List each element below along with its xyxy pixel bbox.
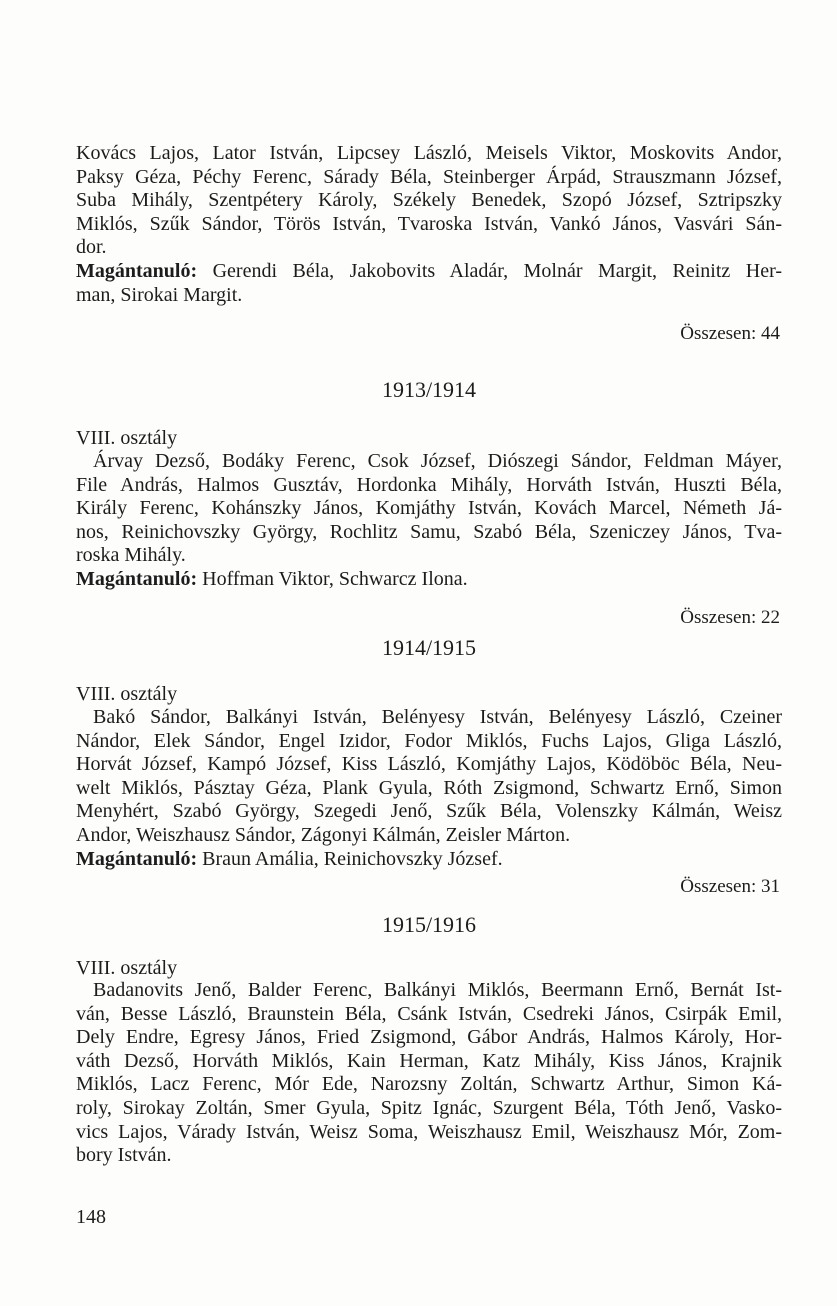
class-title: VIII. osztály: [76, 957, 178, 979]
private-students-label: Magántanuló:: [76, 259, 198, 282]
text-line: ván, Besse László, Braunstein Béla, Csánk István, Csedreki János, Csirpák Emil,: [76, 1002, 782, 1025]
text-line: nos, Reinichovszky György, Rochlitz Samu, Szabó Béla, Szeniczey János, Tva-: [76, 520, 782, 543]
total-count: Összesen: 44: [680, 323, 780, 344]
text-line: Kovács Lajos, Lator István, Lipcsey László, Meisels Viktor, Moskovits Andor,: [76, 142, 782, 164]
text-line: Suba Mihály, Szentpétery Károly, Székely Benedek, Szopó József, Sztripszky: [76, 189, 782, 212]
class-title: VIII. osztály: [76, 427, 178, 449]
student-list: [76, 979, 782, 1168]
student-list: [76, 706, 782, 871]
text-line: Király Ferenc, Kohánszky János, Komjáthy István, Kovách Marcel, Németh Já-: [76, 497, 782, 520]
text-line: Paksy Géza, Péchy Ferenc, Sárady Béla, Steinberger Árpád, Strauszmann József,: [76, 165, 782, 188]
text-line: bory István.: [76, 1144, 172, 1167]
private-students-line: [76, 568, 782, 592]
text-line: Nándor, Elek Sándor, Engel Izidor, Fodor Miklós, Fuchs Lajos, Gliga László,: [76, 729, 782, 752]
text-line: vics Lajos, Várady István, Weisz Soma, Weiszhausz Emil, Weiszhausz Mór, Zom-: [76, 1120, 782, 1143]
text-line: welt Miklós, Pásztay Géza, Plank Gyula, Róth Zsigmond, Schwartz Ernő, Simon: [76, 776, 782, 799]
total-count: Összesen: 22: [680, 607, 780, 628]
text-line: roly, Sirokay Zoltán, Smer Gyula, Spitz Ignác, Szurgent Béla, Tóth Jenő, Vasko-: [76, 1096, 782, 1119]
text-line: Horvát József, Kampó József, Kiss László, Komjáthy Lajos, Ködöböc Béla, Neu-: [76, 753, 782, 776]
private-students-line: [76, 260, 782, 284]
total-count: Összesen: 31: [680, 876, 780, 897]
private-students-names: Gerendi Béla, Jakobovits Aladár, Molnár Margit, Reinitz Her-: [212, 259, 783, 282]
page-number: 148: [76, 1206, 106, 1228]
text-line: Dely Endre, Egresy János, Fried Zsigmond, Gábor András, Halmos Károly, Hor-: [76, 1026, 782, 1049]
student-list-continued: [76, 142, 782, 307]
private-students-line: [76, 848, 782, 872]
text-line: File András, Halmos Gusztáv, Hordonka Mihály, Horváth István, Huszti Béla,: [76, 473, 782, 496]
class-title: VIII. osztály: [76, 683, 178, 705]
text-line: Andor, Weiszhausz Sándor, Zágonyi Kálmán, Zeisler Márton.: [76, 823, 571, 846]
text-line: Badanovits Jenő, Balder Ferenc, Balkányi Miklós, Beermann Ernő, Bernát Ist-: [93, 979, 782, 1001]
text-line: Bakó Sándor, Balkányi István, Belényesy István, Belényesy László, Czeiner: [93, 706, 782, 728]
private-students-label: Magántanuló:: [76, 567, 198, 590]
student-list: [76, 450, 782, 592]
text-line: dor.: [76, 236, 107, 259]
text-line: man, Sirokai Margit.: [76, 283, 243, 306]
text-line: Árvay Dezső, Bodáky Ferenc, Csok József, Diószegi Sándor, Feldman Máyer,: [93, 450, 782, 472]
private-students-names: Hoffman Viktor, Schwarcz Ilona.: [202, 567, 468, 590]
private-students-names: Braun Amália, Reinichovszky József.: [202, 847, 503, 870]
school-year-heading: 1915/1916: [381, 912, 477, 937]
school-year-heading: 1913/1914: [381, 377, 477, 402]
text-line: váth Dezső, Horváth Miklós, Kain Herman, Katz Mihály, Kiss János, Krajnik: [76, 1049, 782, 1072]
private-students-label: Magántanuló:: [76, 847, 198, 870]
school-year-heading: 1914/1915: [381, 635, 477, 660]
text-line: Miklós, Lacz Ferenc, Mór Ede, Narozsny Zoltán, Schwartz Arthur, Simon Ká-: [76, 1073, 782, 1096]
text-line: Menyhért, Szabó György, Szegedi Jenő, Szűk Béla, Volenszky Kálmán, Weisz: [76, 800, 782, 823]
text-line: roska Mihály.: [76, 544, 186, 567]
text-line: Miklós, Szűk Sándor, Törös István, Tvaroska István, Vankó János, Vasvári Sán-: [76, 212, 782, 235]
